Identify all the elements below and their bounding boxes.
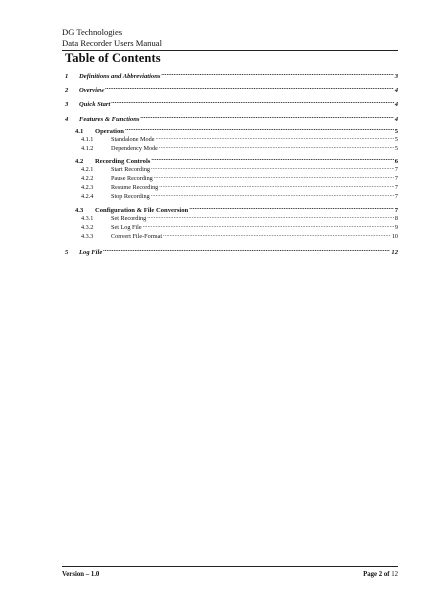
dot-leader	[111, 99, 393, 106]
toc-entry[interactable]	[81, 144, 398, 152]
toc-entry-page: 4	[394, 115, 398, 123]
toc-entry-label: Resume Recording	[111, 184, 159, 192]
toc-entry[interactable]	[81, 135, 398, 143]
page-number-prefix: Page 2 of	[363, 571, 390, 578]
dot-leader	[159, 183, 394, 189]
dot-leader	[151, 192, 394, 198]
toc-entry[interactable]	[65, 247, 398, 256]
toc-entry-page: 5	[394, 127, 398, 135]
toc-entry-label: Set Recording	[111, 215, 147, 223]
dot-leader	[151, 156, 393, 163]
dot-leader	[151, 165, 394, 171]
toc-entry-number: 4.3.3	[81, 233, 94, 241]
toc-entry-label: Recording Controls	[95, 157, 151, 165]
toc-entry-number: 2	[65, 86, 69, 94]
toc-entry-label: Set Log File	[111, 224, 142, 232]
toc-entry-page: 7	[394, 166, 398, 174]
dot-leader	[159, 144, 394, 150]
dot-leader	[125, 126, 394, 133]
toc-entry-page: 7	[394, 206, 398, 214]
toc-entry[interactable]	[65, 85, 398, 94]
toc-entry-label: Start Recording	[111, 166, 151, 174]
toc-entry-label: Pause Recording	[111, 175, 153, 183]
toc-entry-number: 4.1.1	[81, 136, 94, 144]
toc-entry[interactable]	[81, 192, 398, 200]
toc-entry[interactable]	[65, 114, 398, 123]
toc-entry-number: 1	[65, 72, 69, 80]
toc-entry-page: 7	[394, 175, 398, 183]
document-title: Data Recorder Users Manual	[62, 37, 162, 48]
toc-entry[interactable]	[81, 223, 398, 231]
toc-entry-number: 5	[65, 248, 69, 256]
toc-heading: Table of Contents	[65, 51, 161, 65]
toc-entry-label: Configuration & File Conversion	[95, 206, 189, 214]
toc-entry-label: Dependency Mode	[111, 145, 158, 153]
toc-entry-page: 7	[394, 193, 398, 201]
toc-entry[interactable]	[81, 174, 398, 182]
dot-leader	[161, 71, 393, 78]
company-name: DG Technologies	[62, 27, 123, 37]
toc-entry-page: 5	[394, 145, 398, 153]
toc-entry-page: 12	[391, 248, 398, 256]
toc-entry-number: 4	[65, 115, 69, 123]
toc-entry-number: 4.2.4	[81, 193, 94, 201]
toc-entry-page: 6	[394, 157, 398, 165]
toc-entry-number: 4.3.2	[81, 224, 94, 232]
toc-entry[interactable]	[81, 214, 398, 222]
toc-entry-number: 4.3.1	[81, 215, 94, 223]
toc-entry-label: Standalone Mode	[111, 136, 155, 144]
toc-entry[interactable]	[81, 232, 398, 240]
toc-entry[interactable]	[81, 165, 398, 173]
toc-entry-label: Convert File-Format	[111, 233, 163, 241]
toc-entry-number: 4.1	[75, 127, 84, 135]
dot-leader	[143, 223, 394, 229]
toc-entry-page: 5	[394, 136, 398, 144]
dot-leader	[140, 114, 393, 121]
dot-leader	[189, 205, 393, 212]
toc-entry-number: 4.3	[75, 206, 84, 214]
toc-entry[interactable]	[75, 156, 398, 165]
toc-entry[interactable]	[65, 71, 398, 80]
toc-entry-page: 10	[391, 233, 398, 241]
toc-entry[interactable]	[65, 99, 398, 108]
page-total: 12	[391, 571, 398, 578]
dot-leader	[105, 85, 393, 92]
toc-entry-number: 4.2.1	[81, 166, 94, 174]
page-number	[363, 571, 398, 578]
toc-entry[interactable]	[75, 205, 398, 214]
toc-entry-label: Log File	[79, 248, 103, 256]
toc-entry-label: Overview	[79, 86, 105, 94]
toc-entry-number: 4.1.2	[81, 145, 94, 153]
toc-entry-page: 4	[394, 100, 398, 108]
toc-entry-label: Operation	[95, 127, 124, 135]
dot-leader	[147, 214, 394, 220]
toc-entry-label: Quick Start	[79, 100, 111, 108]
toc-entry-number: 3	[65, 100, 69, 108]
toc-entry-label: Definitions and Abbreviations	[79, 72, 161, 80]
toc-entry-number: 4.2	[75, 157, 84, 165]
toc-entry-page: 7	[394, 184, 398, 192]
dot-leader	[163, 232, 391, 238]
dot-leader	[155, 135, 393, 141]
toc-entry-number: 4.2.2	[81, 175, 94, 183]
footer-rule	[62, 566, 398, 567]
toc-entry[interactable]	[81, 183, 398, 191]
toc-entry-number: 4.2.3	[81, 184, 94, 192]
toc-entry[interactable]	[75, 126, 398, 135]
toc-entry-label: Stop Recording	[111, 193, 150, 201]
toc-entry-page: 8	[394, 215, 398, 223]
toc-entry-page: 4	[394, 86, 398, 94]
dot-leader	[103, 247, 390, 254]
toc-entry-page: 9	[394, 224, 398, 232]
toc-entry-page: 3	[394, 72, 398, 80]
version-label: Version – 1.0	[62, 571, 100, 578]
toc-entry-label: Features & Functions	[79, 115, 140, 123]
dot-leader	[154, 174, 394, 180]
